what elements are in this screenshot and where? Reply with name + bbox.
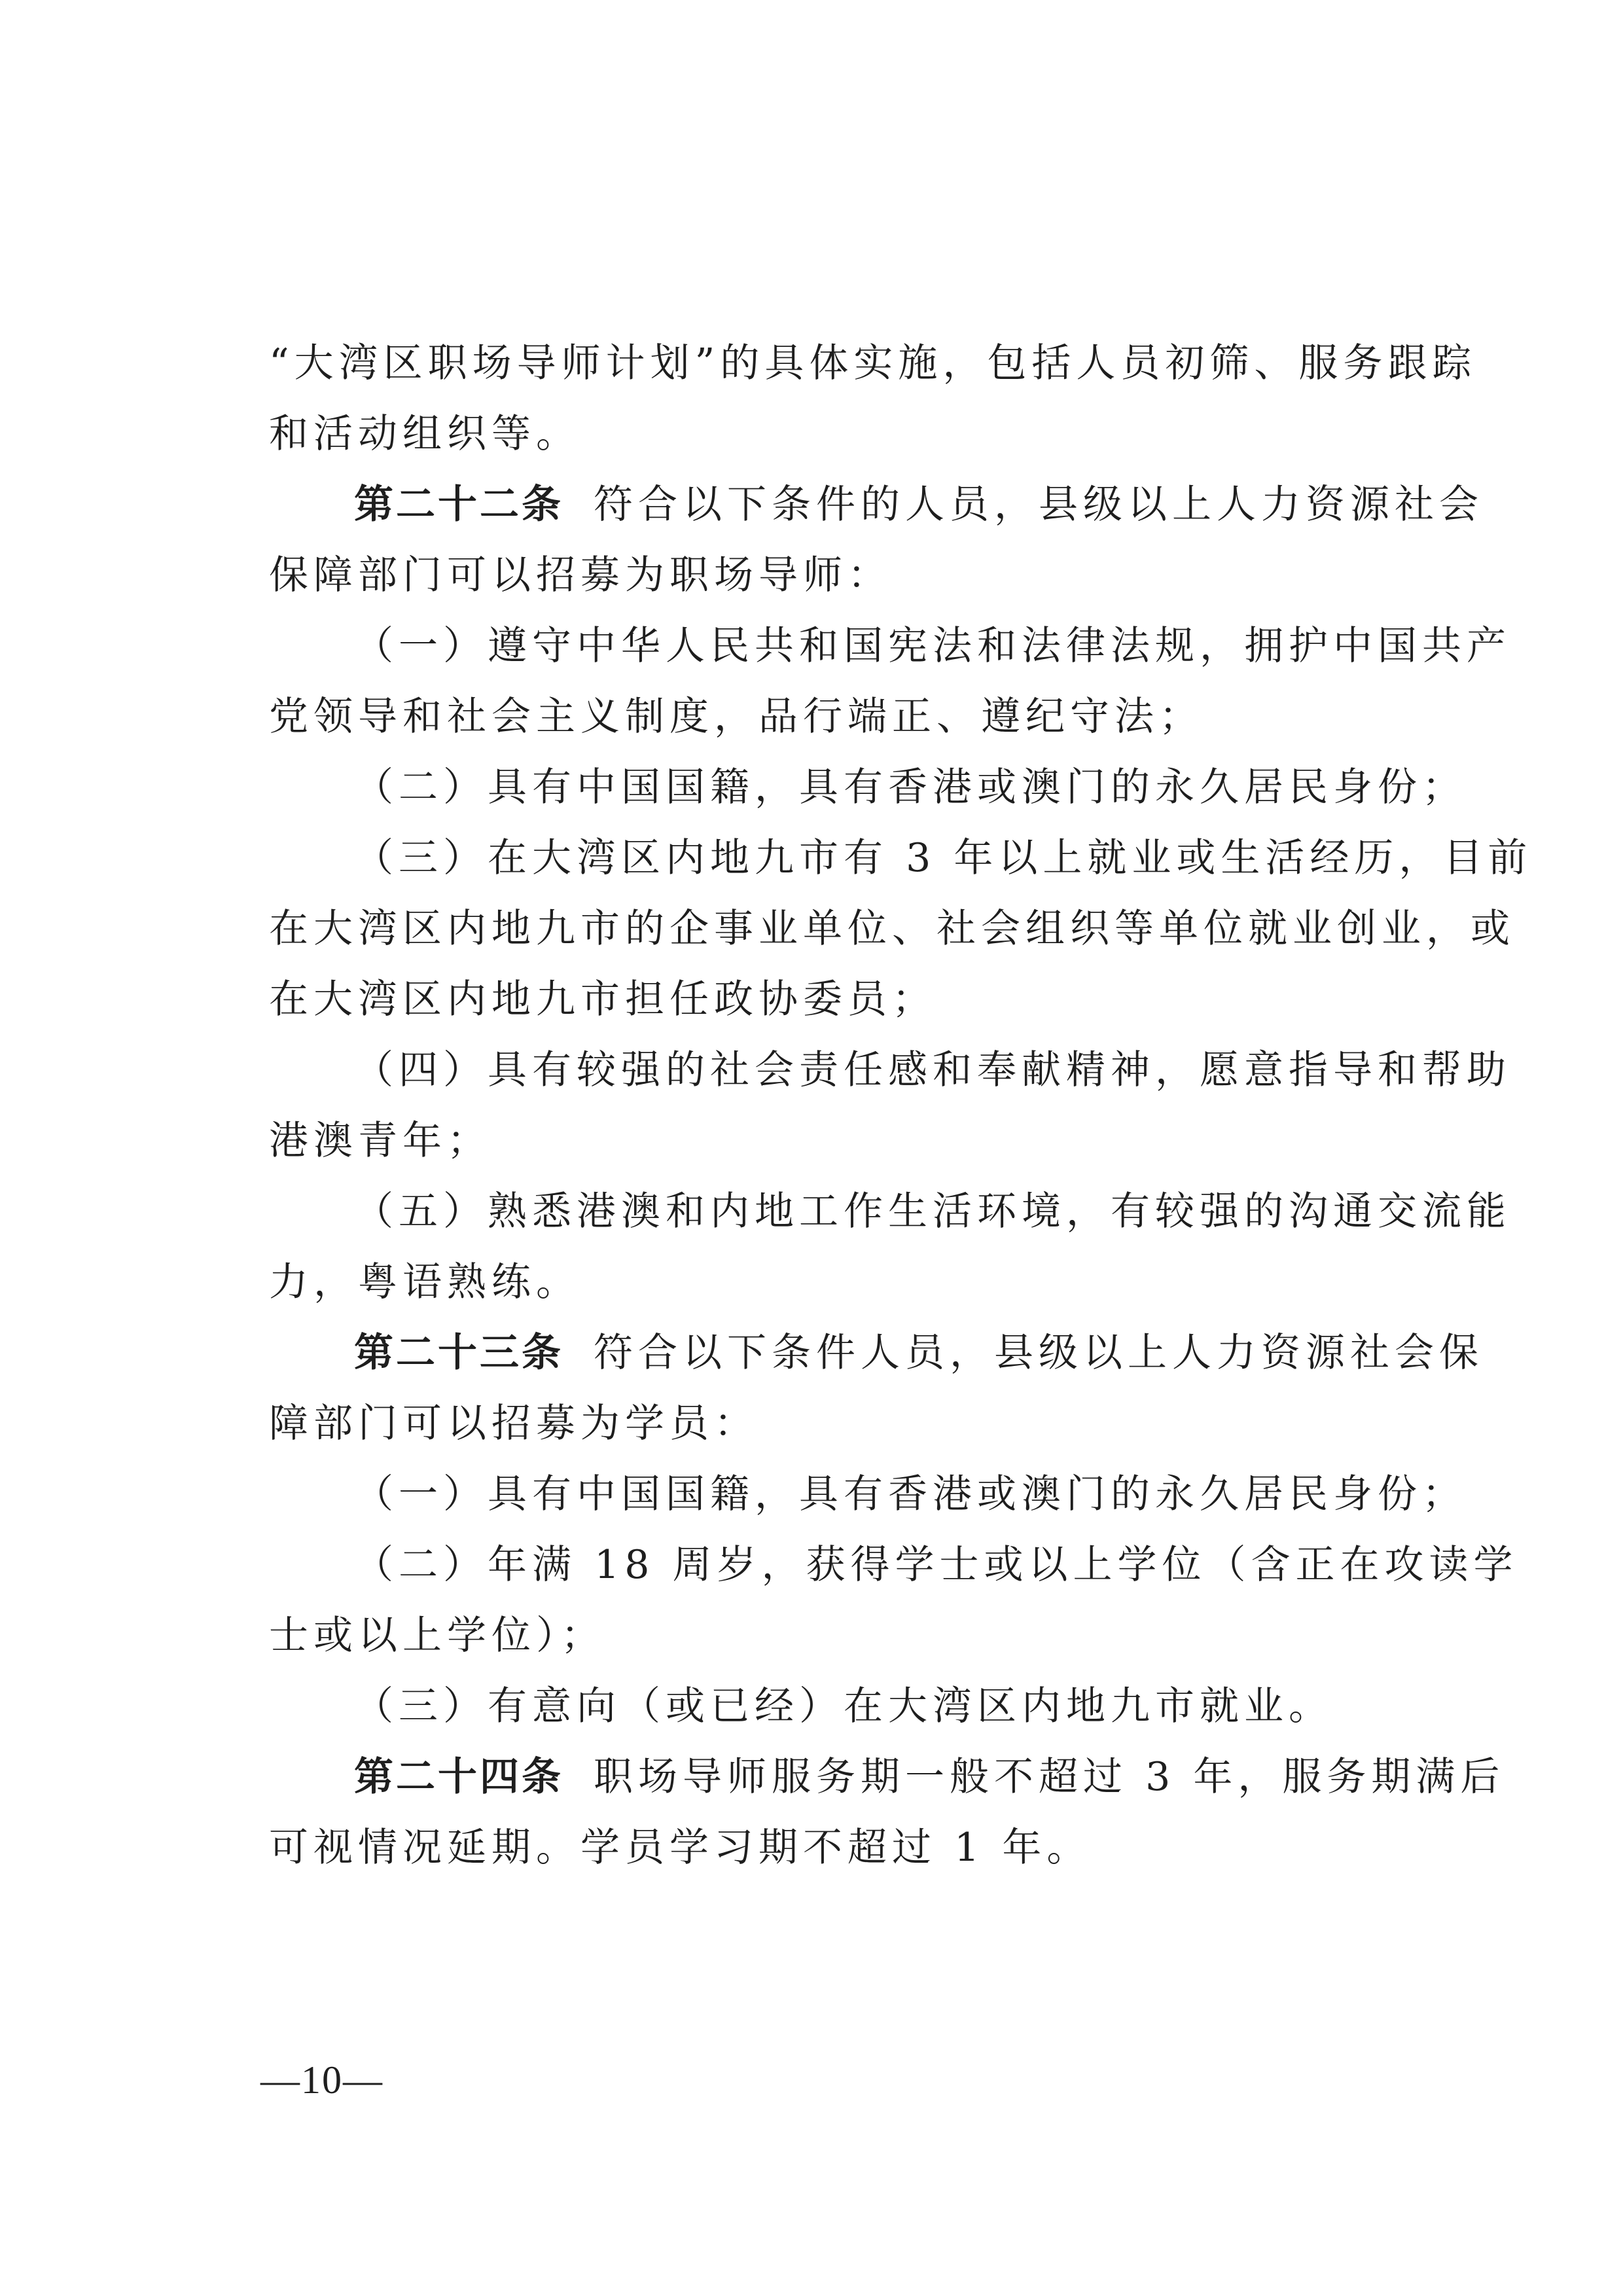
article-22-label: 第二十二条 [354, 482, 563, 528]
article-23-text: 符合以下条件人员，县级以上人力资源社会保 [594, 1330, 1484, 1376]
paragraph-line: “大湾区职场导师计划”的具体实施，包括人员初筛、服务跟踪 [269, 340, 1477, 386]
paragraph-line: 保障部门可以招募为职场导师： [269, 552, 892, 598]
list-item-line: （三）有意向（或已经）在大湾区内地九市就业。 [354, 1683, 1333, 1729]
article-24-heading [269, 1754, 1505, 1800]
article-22-text: 符合以下条件的人员，县级以上人力资源社会 [594, 482, 1484, 528]
article-24-text: 职场导师服务期一般不超过 3 年，服务期满后 [594, 1754, 1505, 1800]
list-item-line: （二）年满 18 周岁，获得学士或以上学位（含正在攻读学 [354, 1542, 1518, 1588]
article-24-label: 第二十四条 [354, 1754, 563, 1800]
article-23-heading [269, 1330, 1484, 1376]
list-item-line: （五）熟悉港澳和内地工作生活环境，有较强的沟通交流能 [354, 1189, 1511, 1234]
list-item-line: （四）具有较强的社会责任感和奉献精神，愿意指导和帮助 [354, 1047, 1511, 1093]
list-item-line: （一）具有中国国籍，具有香港或澳门的永久居民身份； [354, 1471, 1467, 1517]
paragraph-line: 和活动组织等。 [269, 411, 580, 457]
article-22-heading [269, 482, 1484, 528]
paragraph-line: 障部门可以招募为学员： [269, 1401, 758, 1446]
list-item-line: 力，粤语熟练。 [269, 1259, 580, 1305]
list-item-line: 在大湾区内地九市的企事业单位、社会组织等单位就业创业，或 [269, 906, 1515, 952]
article-23-label: 第二十三条 [354, 1330, 563, 1376]
page-number: —10— [260, 2058, 383, 2102]
list-item-line: 士或以上学位）； [269, 1613, 605, 1659]
list-item-line: （三）在大湾区内地九市有 3 年以上就业或生活经历，目前 [354, 835, 1533, 881]
list-item-line: （二）具有中国国籍，具有香港或澳门的永久居民身份； [354, 764, 1467, 810]
paragraph-line: 可视情况延期。学员学习期不超过 1 年。 [269, 1825, 1092, 1871]
list-item-line: 在大湾区内地九市担任政协委员； [269, 977, 936, 1022]
list-item-line: （一）遵守中华人民共和国宪法和法律法规，拥护中国共产 [354, 623, 1511, 669]
list-item-line: 党领导和社会主义制度，品行端正、遵纪守法； [269, 694, 1204, 740]
list-item-line: 港澳青年； [269, 1118, 491, 1164]
